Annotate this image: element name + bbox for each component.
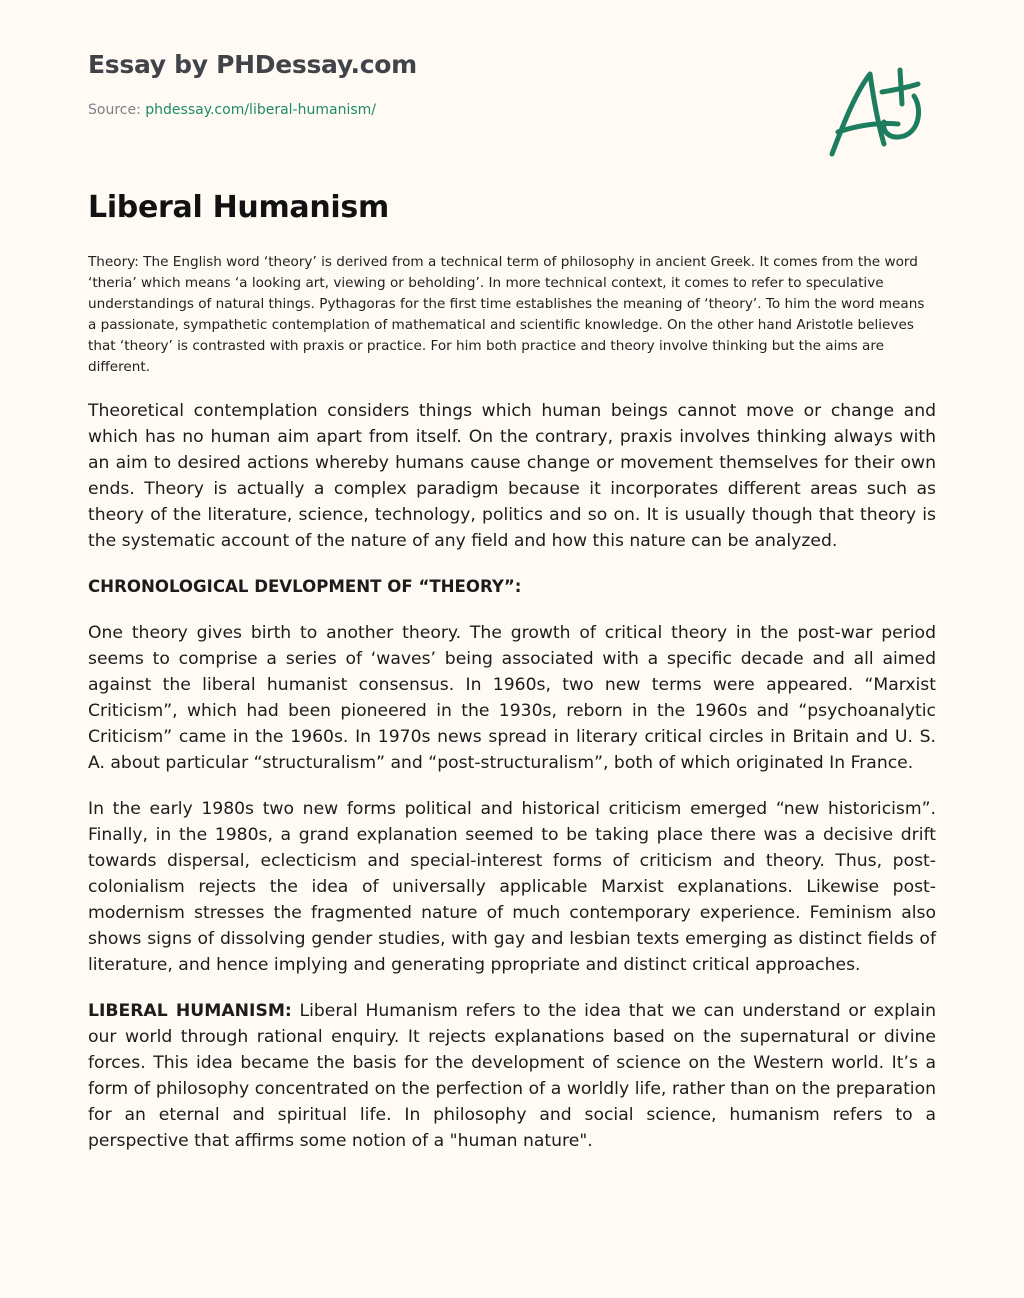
a-plus-grade-icon — [826, 62, 930, 162]
paragraph: One theory gives birth to another theory. The growth of critical theory in the post-war period seems to comprise a series of ‘waves’ being associated with a specific decade and all aimed against the liberal humanist consensus. In 1960s, two new terms were appeared. “Marxist Criticism”, which had been pioneered in the 1930s, reborn in the 1960s and “psychoanalytic Criticism” came in the 1960s. In 1970s news spread in literary critical circles in Britain and U. S. A. about particular “structuralism” and “post-structuralism”, both of which originated In France. — [88, 623, 936, 773]
paragraph-text: Liberal Humanism refers to the idea that we can understand or explain our world through rational enquiry. It rejects explanations based on the supernatural or divine forces. This idea became the basis for the development of science on the Western world. It’s a form of philosophy concentrated on the perfection of a worldly life, rather than on the preparation for an eternal and spiritual life. In philosophy and social science, humanism refers to a perspective that affirms some notion of a "human nature". — [88, 1001, 936, 1151]
paragraph-lead: LIBERAL HUMANISM: — [88, 1001, 292, 1021]
essay-body — [88, 398, 936, 1174]
site-brand: Essay by PHDessay.com — [88, 50, 417, 79]
paragraph: In the early 1980s two new forms political and historical criticism emerged “new historicism”. Finally, in the 1980s, a grand explanation seemed to be taking place there was a decisive drift towards dispersal, eclecticism and special-interest forms of criticism and theory. Thus, post-colonialism rejects the idea of universally applicable Marxist explanations. Likewise post-modernism stresses the fragmented nature of much contemporary experience. Feminism also shows signs of dissolving gender studies, with gay and lesbian texts emerging as distinct fields of literature, and hence implying and generating ppropriate and distinct critical approaches. — [88, 799, 936, 975]
source-label: Source: — [88, 102, 146, 118]
essay-intro: Theory: The English word ‘theory’ is derived from a technical term of philosophy in ancient Greek. It comes from the word ‘theria’ which means ‘a looking art, viewing or beholding’. In more technical context, it comes to refer to speculative understandings of natural things. Pythagoras for the first time establishes the meaning of ‘theory’. To him the word means a passionate, sympathetic contemplation of mathematical and scientific knowledge. On the other hand Aristotle believes that ‘theory’ is contrasted with praxis or practice. For him both practice and theory involve thinking but the aims are different. — [88, 254, 925, 375]
paragraph — [88, 998, 936, 1154]
source-link[interactable]: phdessay.com/liberal-humanism/ — [145, 102, 376, 118]
source-line — [88, 102, 376, 118]
paragraph: Theoretical contemplation considers things which human beings cannot move or change and which has no human aim apart from itself. On the contrary, praxis involves thinking always with an aim to desired actions whereby humans cause change or movement themselves for their own ends. Theory is actually a complex paradigm because it incorporates different areas such as theory of the literature, science, technology, politics and so on. It is usually though that theory is the systematic account of the nature of any field and how this nature can be analyzed. — [88, 401, 936, 551]
section-heading: CHRONOLOGICAL DEVLOPMENT OF “THEORY”: — [88, 577, 522, 596]
essay-title: Liberal Humanism — [88, 190, 389, 225]
